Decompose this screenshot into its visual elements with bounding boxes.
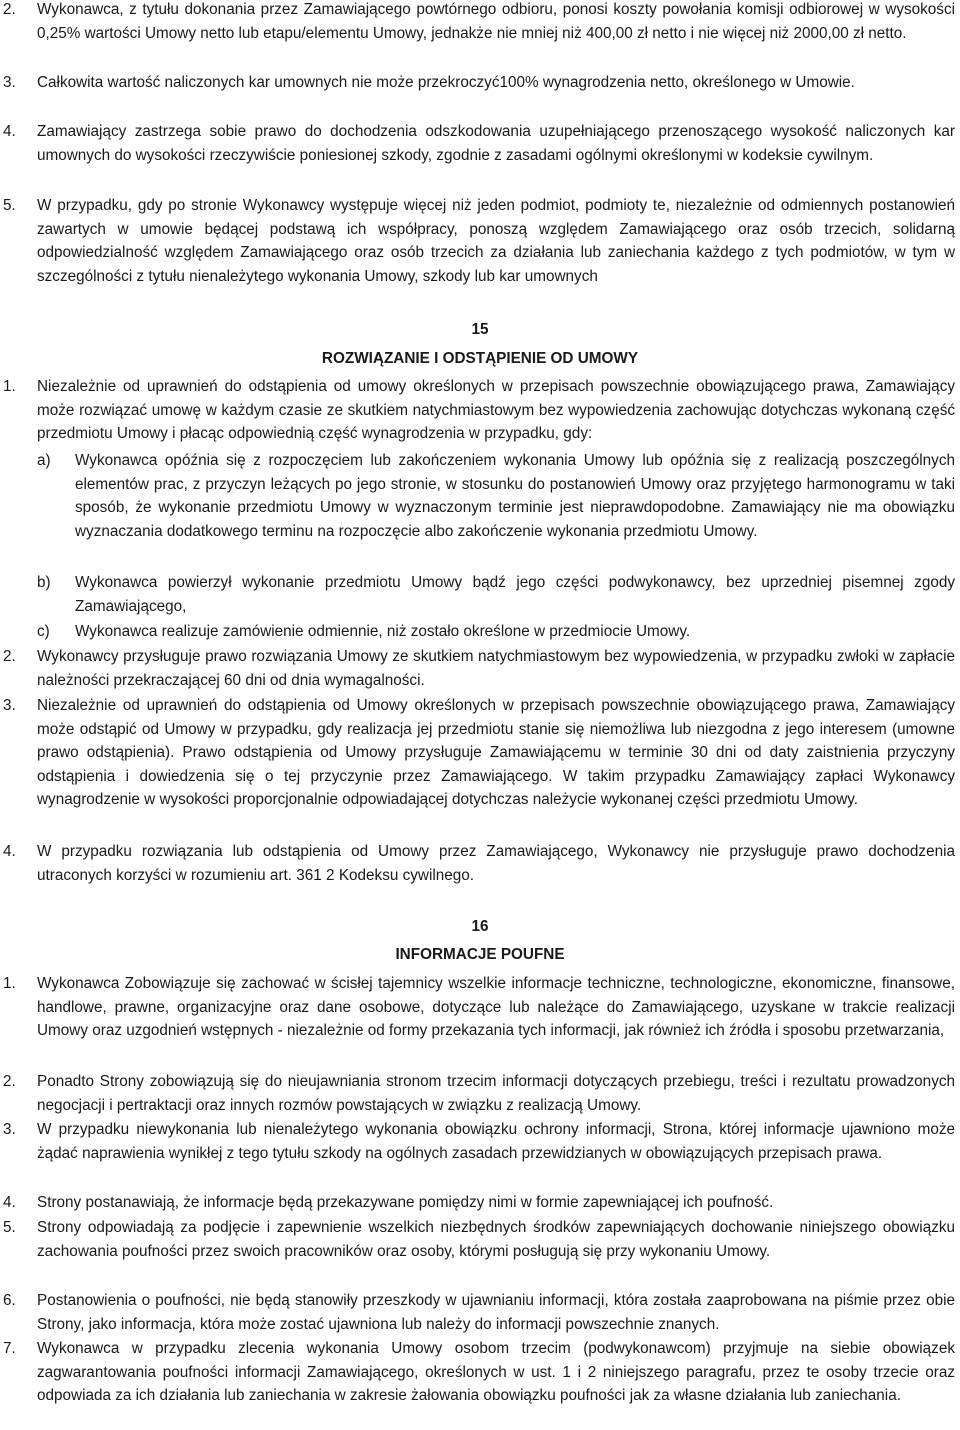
- section-16-title: INFORMACJE POUFNE: [395, 946, 565, 963]
- list-item: Strony postanawiają, że informacje będą przekazywane pomiędzy nimi w formie zapewniającej ich poufność.: [37, 1194, 774, 1211]
- list-item: Wykonawca, z tytułu dokonania przez Zamawiającego powtórnego odbioru, ponosi koszty powołania komisji odbiorowej w wysokości 0,25% wartości Umowy netto lub etapu/elementu Umowy, jednakże nie mniej niż 400,00 zł netto i nie więcej niż 2000,00 zł netto.: [37, 1, 955, 42]
- list-item: Strony odpowiadają za podjęcie i zapewnienie wszelkich niezbędnych środków zapewniających dochowanie niniejszego obowiązku zachowania poufności przez swoich pracowników oraz osoby, którymi posługują się przy wykonaniu Umowy.: [37, 1219, 955, 1260]
- list-item: W przypadku niewykonania lub nienależytego wykonania obowiązku ochrony informacji, Strona, której informacje ujawniono może żądać naprawienia wynikłej z tego tytułu szkody na ogólnych zasadach przewidzianych w obowiązujących przepisach prawa.: [37, 1121, 955, 1162]
- item-number: 4.: [3, 1194, 16, 1211]
- item-number: 1.: [3, 975, 16, 992]
- item-number: 7.: [3, 1340, 16, 1357]
- item-number: 5.: [3, 197, 16, 214]
- list-item: Niezależnie od uprawnień do odstąpienia od umowy określonych w przepisach powszechnie obowiązującego prawa, Zamawiający może rozwiązać umowę w każdym czasie ze skutkiem natychmiastowym bez wypowiedzenia zachowując dotychczas wykonaną część przedmiotu Umowy i płacąc odpowiednią część wynagrodzenia w przypadku, gdy:: [37, 378, 955, 443]
- item-letter: b): [37, 574, 51, 591]
- list-item: Wykonawcy przysługuje prawo rozwiązania Umowy ze skutkiem natychmiastowym bez wypowiedzenia, w przypadku zwłoki w zapłacie należności przekraczającej 60 dni od dnia wymagalności.: [37, 648, 955, 689]
- item-number: 4.: [3, 123, 16, 140]
- item-number: 4.: [3, 843, 16, 860]
- list-item: Wykonawca powierzył wykonanie przedmiotu Umowy bądź jego części podwykonawcy, bez uprzedniej pisemnej zgody Zamawiającego,: [75, 574, 955, 615]
- list-item: Całkowita wartość naliczonych kar umownych nie może przekroczyć100% wynagrodzenia netto, określonego w Umowie.: [37, 74, 855, 91]
- item-number: 2.: [3, 648, 16, 665]
- list-item: Niezależnie od uprawnień do odstąpienia od Umowy określonych w przepisach powszechnie obowiązującego prawa, Zamawiający może odstąpić od Umowy w przypadku, gdy realizacja jej przedmiotu stanie się niemożliwa lub niezgodna z jego interesem (umowne prawo odstąpienia). Prawo odstąpienia od Umowy przysługuje Zamawiającemu w terminie 30 dni od daty zaistnienia przyczyny odstąpienia i dowiedzenia się o tej przyczynie przez Zamawiającego. W takim przypadku Zamawiający zapłaci Wykonawcy wynagrodzenie w wysokości proporcjonalnie odpowiadającej dotychczas należycie wykonanej części przedmiotu Umowy.: [37, 697, 955, 809]
- section-16-number: 16: [471, 918, 489, 935]
- item-number: 2.: [3, 1073, 16, 1090]
- list-item: Postanowienia o poufności, nie będą stanowiły przeszkody w ujawnianiu informacji, która została zaaprobowana na piśmie przez obie Strony, jako informacja, która może zostać ujawniona lub należy do informacji powszechnie znanych.: [37, 1292, 955, 1333]
- item-number: 5.: [3, 1219, 16, 1236]
- list-item: W przypadku rozwiązania lub odstąpienia od Umowy przez Zamawiającego, Wykonawcy nie przysługuje prawo dochodzenia utraconych korzyści w rozumieniu art. 361 2 Kodeksu cywilnego.: [37, 843, 955, 884]
- item-number: 3.: [3, 74, 16, 91]
- item-number: 1.: [3, 378, 16, 395]
- list-item: Zamawiający zastrzega sobie prawo do dochodzenia odszkodowania uzupełniającego przenoszącego wysokość naliczonych kar umownych do wysokości rzeczywiście poniesionej szkody, zgodnie z zasadami ogólnymi określonymi w kodeksie cywilnym.: [37, 123, 955, 164]
- list-item: Ponadto Strony zobowiązują się do nieujawniania stronom trzecim informacji dotyczących przebiegu, treści i rezultatu prowadzonych negocjacji i pertraktacji oraz innych rozmów powstających w związku z realizacją Umowy.: [37, 1073, 955, 1114]
- list-item: W przypadku, gdy po stronie Wykonawcy występuje więcej niż jeden podmiot, podmioty te, niezależnie od odmiennych postanowień zawartych w umowie będącej podstawą ich współpracy, ponoszą względem Zamawiającego oraz osób trzecich, solidarną odpowiedzialność względem Zamawiającego oraz osób trzecich za działania lub zaniechania każdego z tych podmiotów, w tym w szczególności z tytułu nienależytego wykonania Umowy, szkody lub kar umownych: [37, 197, 955, 285]
- section-15-number: 15: [471, 321, 489, 338]
- item-number: 6.: [3, 1292, 16, 1309]
- item-number: 3.: [3, 697, 16, 714]
- list-item: Wykonawca opóźnia się z rozpoczęciem lub zakończeniem wykonania Umowy lub opóźnia się z realizacją poszczególnych elementów prac, z przyczyn leżących po jego stronie, w stosunku do postanowień Umowy oraz przyjętego harmonogramu w taki sposób, że wykonanie przedmiotu Umowy w wyznaczonym terminie jest nieprawdopodobne. Zamawiający nie ma obowiązku wyznaczania dodatkowego terminu na rozpoczęcie albo zakończenie wykonania przedmiotu Umowy.: [75, 452, 955, 540]
- item-letter: c): [37, 623, 50, 640]
- item-letter: a): [37, 452, 51, 469]
- list-item: Wykonawca realizuje zamówienie odmiennie, niż zostało określone w przedmiocie Umowy.: [75, 623, 691, 640]
- section-15-title: ROZWIĄZANIE I ODSTĄPIENIE OD UMOWY: [321, 350, 639, 367]
- item-number: 3.: [3, 1121, 16, 1138]
- item-number: 2.: [3, 1, 16, 18]
- list-item: Wykonawca w przypadku zlecenia wykonania Umowy osobom trzecim (podwykonawcom) przyjmuje na siebie obowiązek zagwarantowania poufności informacji Zamawiającego, określonych w ust. 1 i 2 niniejszego paragrafu, przez te osoby trzecie oraz odpowiada za ich działania lub zaniechania w zakresie żałowania obowiązku poufności jak za własne działania lub zaniechania.: [37, 1340, 955, 1405]
- list-item: Wykonawca Zobowiązuje się zachować w ścisłej tajemnicy wszelkie informacje techniczne, technologiczne, ekonomiczne, finansowe, handlowe, prawne, organizacyjne oraz dane osobowe, dotyczące lub należące do Zamawiającego, uzyskane w trakcie realizacji Umowy oraz uzgodnień wstępnych - niezależnie od formy przekazania tych informacji, jak również ich źródła i sposobu przetwarzania,: [37, 975, 955, 1040]
